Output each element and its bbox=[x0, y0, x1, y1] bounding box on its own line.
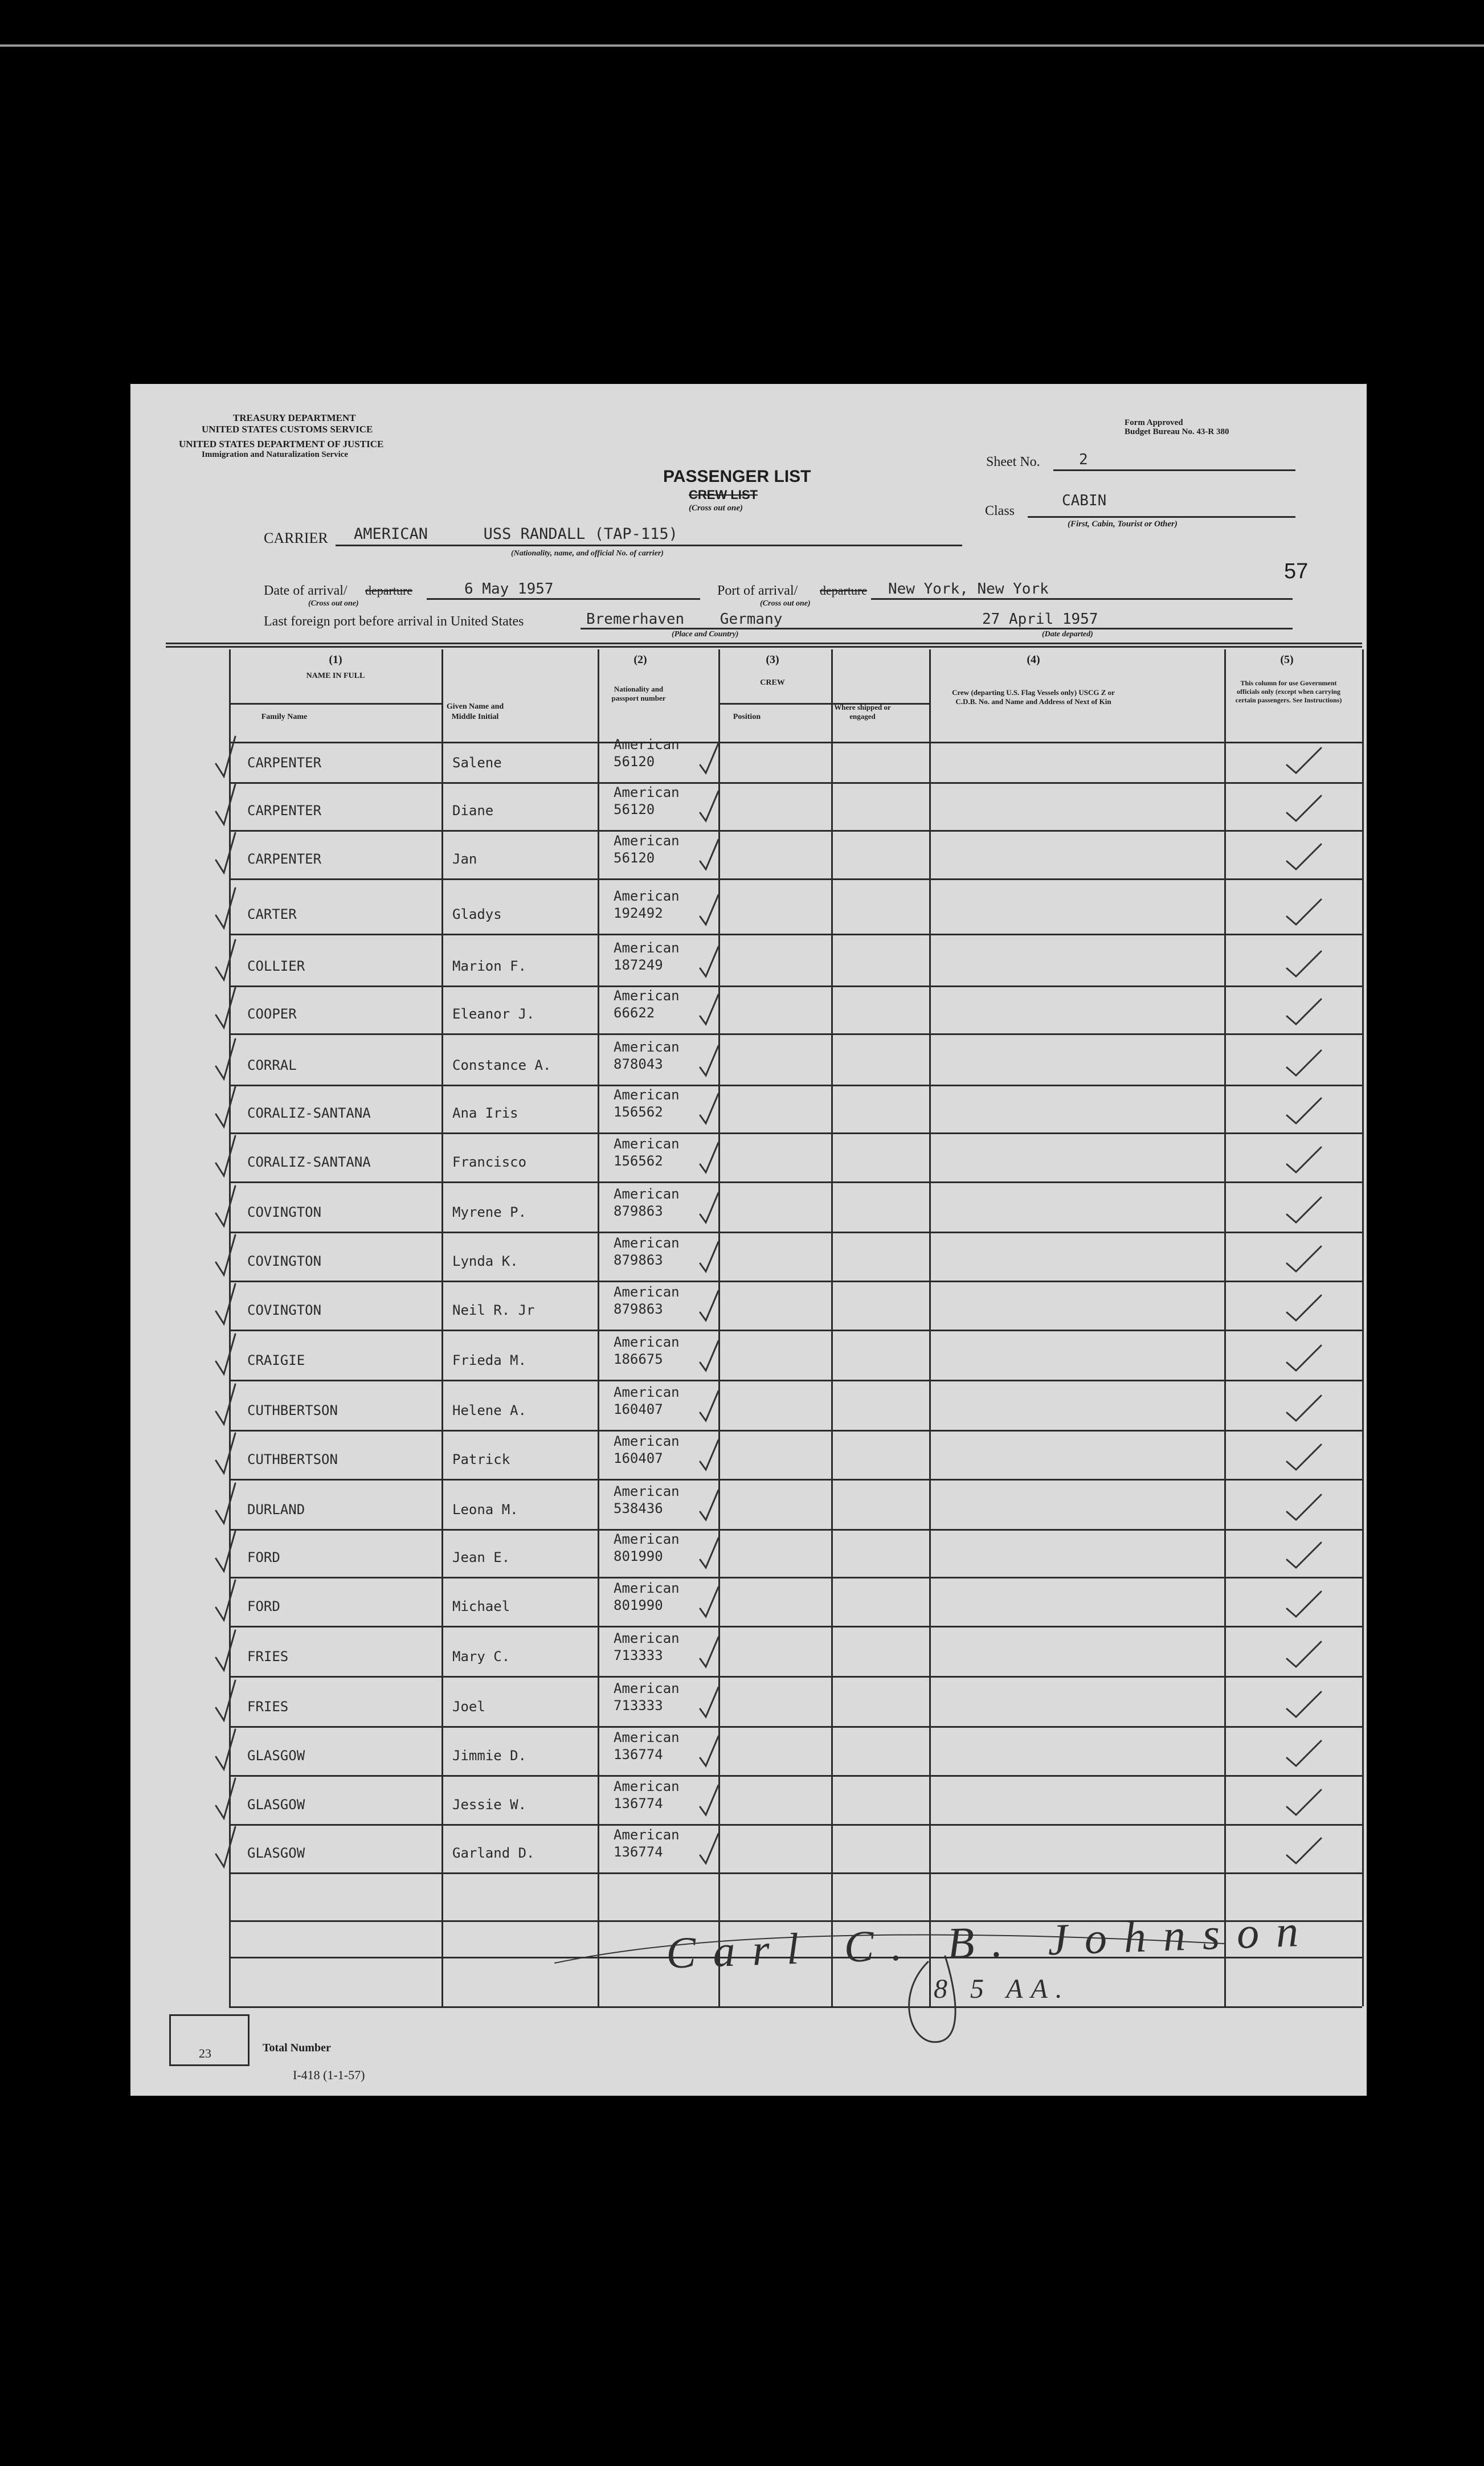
nationality: American bbox=[614, 888, 680, 904]
passport-number: 66622 bbox=[614, 1005, 655, 1021]
given-name: Eleanor J. bbox=[452, 1006, 535, 1022]
family-name: GLASGOW bbox=[247, 1845, 305, 1861]
left-check-mark bbox=[216, 940, 235, 980]
nationality: American bbox=[614, 1433, 680, 1449]
given-name: Gladys bbox=[452, 906, 502, 922]
left-check-mark bbox=[216, 1136, 235, 1176]
left-check-mark bbox=[216, 1186, 235, 1226]
passport-check-mark bbox=[700, 1490, 718, 1520]
given-name: Jean E. bbox=[452, 1549, 510, 1565]
crew-list-struck: CREW LIST bbox=[689, 488, 758, 502]
left-check-mark bbox=[216, 1630, 235, 1670]
family-name: CRAIGIE bbox=[247, 1352, 305, 1368]
col2-title: Nationality and passport number bbox=[611, 685, 666, 703]
left-check-mark bbox=[216, 1483, 235, 1523]
passport-check-mark bbox=[700, 1834, 718, 1863]
col5-check-mark bbox=[1287, 1692, 1321, 1717]
family-name: COOPER bbox=[247, 1006, 297, 1022]
family-name: COLLIER bbox=[247, 958, 305, 974]
dept-customs: UNITED STATES CUSTOMS SERVICE bbox=[202, 424, 373, 435]
col5-check-mark bbox=[1287, 999, 1321, 1024]
date-departed-value: 27 April 1957 bbox=[982, 611, 1098, 628]
carrier-hint: (Nationality, name, and official No. of carrier) bbox=[511, 549, 664, 558]
family-name: FRIES bbox=[247, 1699, 289, 1715]
signature-note: 8 5 AA. bbox=[934, 1974, 1070, 2004]
left-check-mark bbox=[216, 737, 235, 776]
passport-number: 713333 bbox=[614, 1698, 663, 1713]
passport-check-mark bbox=[700, 1046, 718, 1075]
col5-check-mark bbox=[1287, 899, 1321, 925]
nationality: American bbox=[614, 940, 680, 956]
family-name: DURLAND bbox=[247, 1502, 305, 1518]
col5-check-mark bbox=[1287, 1147, 1321, 1172]
handwritten-marks bbox=[130, 384, 1367, 2096]
given-name: Garland D. bbox=[452, 1845, 535, 1861]
total-value: 23 bbox=[199, 2046, 211, 2060]
family-name: GLASGOW bbox=[247, 1797, 305, 1813]
nationality: American bbox=[614, 784, 680, 800]
passport-number: 56120 bbox=[614, 754, 655, 770]
given-name: Marion F. bbox=[452, 958, 527, 974]
passport-number: 192492 bbox=[614, 905, 663, 921]
family-name: CORRAL bbox=[247, 1057, 297, 1073]
given-name: Joel bbox=[452, 1699, 485, 1715]
family-name: CUTHBERTSON bbox=[247, 1451, 338, 1467]
nationality: American bbox=[614, 1827, 680, 1843]
col5-check-mark bbox=[1287, 1050, 1321, 1075]
given-name: Leona M. bbox=[452, 1502, 518, 1518]
nationality: American bbox=[614, 1680, 680, 1696]
given-name: Jan bbox=[452, 851, 477, 867]
family-name: FORD bbox=[247, 1598, 280, 1614]
given-name: Salene bbox=[452, 755, 502, 771]
col4-title: Crew (departing U.S. Flag Vessels only) USCG Z or C.D.B. No. and Name and Address of Next of Kin bbox=[952, 688, 1115, 706]
given-name: Jessie W. bbox=[452, 1797, 527, 1813]
left-check-mark bbox=[216, 1680, 235, 1720]
given-name: Francisco bbox=[452, 1154, 527, 1170]
family-name: FORD bbox=[247, 1549, 280, 1565]
class-hint: (First, Cabin, Tourist or Other) bbox=[1068, 520, 1178, 529]
family-name: COVINGTON bbox=[247, 1302, 322, 1318]
given-name: Helene A. bbox=[452, 1402, 527, 1418]
nationality: American bbox=[614, 1235, 680, 1251]
passport-check-mark bbox=[700, 1242, 718, 1271]
family-name: CORALIZ-SANTANA bbox=[247, 1105, 371, 1121]
given-name: Patrick bbox=[452, 1451, 510, 1467]
given-name: Ana Iris bbox=[452, 1105, 518, 1121]
cross-out-note: (Cross out one) bbox=[689, 504, 743, 513]
port-label: Port of arrival/ bbox=[717, 583, 798, 598]
given-name-header: Given Name and Middle Initial bbox=[446, 702, 504, 721]
port-value: New York, New York bbox=[888, 580, 1049, 598]
left-check-mark bbox=[216, 1334, 235, 1374]
passport-check-mark bbox=[700, 1587, 718, 1617]
col5-check-mark bbox=[1287, 1396, 1321, 1421]
lastport-label: Last foreign port before arrival in United States bbox=[264, 614, 524, 629]
nationality: American bbox=[614, 1778, 680, 1794]
passport-check-mark bbox=[700, 791, 718, 821]
sheet-label: Sheet No. bbox=[986, 455, 1040, 469]
nationality: American bbox=[614, 1384, 680, 1400]
nationality: American bbox=[614, 833, 680, 849]
col5-check-mark bbox=[1287, 1838, 1321, 1863]
given-name: Lynda K. bbox=[452, 1253, 518, 1269]
left-check-mark bbox=[216, 1778, 235, 1818]
left-check-mark bbox=[216, 784, 235, 824]
col5-check-mark bbox=[1287, 1246, 1321, 1271]
given-name: Myrene P. bbox=[452, 1204, 527, 1220]
passport-number: 156562 bbox=[614, 1153, 663, 1169]
passport-number: 879863 bbox=[614, 1203, 663, 1219]
col5-check-mark bbox=[1287, 951, 1321, 976]
given-name: Diane bbox=[452, 803, 494, 819]
dept-immigration: Immigration and Naturalization Service bbox=[202, 450, 349, 459]
nationality: American bbox=[614, 1284, 680, 1300]
passport-check-mark bbox=[700, 1391, 718, 1421]
family-name: CARPENTER bbox=[247, 803, 322, 819]
col1-number: (1) bbox=[329, 653, 342, 666]
passport-number: 160407 bbox=[614, 1450, 663, 1466]
carrier-value: AMERICAN USS RANDALL (TAP-115) bbox=[354, 525, 678, 543]
passport-check-mark bbox=[700, 947, 718, 976]
scan-border-line bbox=[0, 44, 1484, 47]
col5-title: This column for use Government officials only (except when carrying certain passengers. See Instructions) bbox=[1235, 679, 1342, 704]
passport-check-mark bbox=[700, 1538, 718, 1568]
nationality: American bbox=[614, 1630, 680, 1646]
given-name: Constance A. bbox=[452, 1057, 551, 1073]
passport-number: 136774 bbox=[614, 1796, 663, 1811]
col5-check-mark bbox=[1287, 1495, 1321, 1520]
family-name: CORALIZ-SANTANA bbox=[247, 1154, 371, 1170]
passport-check-mark bbox=[700, 895, 718, 925]
given-name: Neil R. Jr bbox=[452, 1302, 535, 1318]
total-label: Total Number bbox=[263, 2042, 331, 2054]
passport-number: 879863 bbox=[614, 1301, 663, 1317]
port-departure-struck: departure bbox=[820, 583, 868, 598]
family-name: FRIES bbox=[247, 1649, 289, 1665]
passport-check-mark bbox=[700, 1440, 718, 1470]
where-shipped-header: Where shipped or engaged bbox=[834, 703, 891, 721]
col5-check-mark bbox=[1287, 1592, 1321, 1617]
form-number: I-418 (1-1-57) bbox=[293, 2068, 365, 2082]
nationality: American bbox=[614, 1483, 680, 1499]
family-name-header: Family Name bbox=[261, 713, 308, 721]
nationality: American bbox=[614, 1186, 680, 1202]
date-departed-hint: (Date departed) bbox=[1042, 630, 1093, 639]
passport-check-mark bbox=[700, 1094, 718, 1123]
col5-check-mark bbox=[1287, 1295, 1321, 1320]
lastport-hint: (Place and Country) bbox=[672, 630, 739, 639]
col5-check-mark bbox=[1287, 796, 1321, 821]
family-name: CARTER bbox=[247, 906, 297, 922]
nationality: American bbox=[614, 1039, 680, 1055]
col5-check-mark bbox=[1287, 1098, 1321, 1123]
col5-check-mark bbox=[1287, 1543, 1321, 1568]
left-check-mark bbox=[216, 888, 235, 928]
passport-check-mark bbox=[700, 1291, 718, 1320]
passport-check-mark bbox=[700, 995, 718, 1024]
passport-check-mark bbox=[700, 1687, 718, 1717]
family-name: CUTHBERTSON bbox=[247, 1402, 338, 1418]
nationality: American bbox=[614, 1334, 680, 1350]
form-approved: Form Approved bbox=[1125, 418, 1183, 427]
nationality: American bbox=[614, 1580, 680, 1596]
passport-number: 878043 bbox=[614, 1056, 663, 1072]
left-check-mark bbox=[216, 1531, 235, 1571]
family-name: CARPENTER bbox=[247, 851, 322, 867]
arrival-date: 6 May 1957 bbox=[464, 580, 554, 598]
passport-number: 713333 bbox=[614, 1647, 663, 1663]
given-name: Jimmie D. bbox=[452, 1748, 527, 1764]
left-check-mark bbox=[216, 1087, 235, 1127]
class-value: CABIN bbox=[1062, 492, 1107, 509]
passport-number: 801990 bbox=[614, 1597, 663, 1613]
left-check-mark bbox=[216, 1433, 235, 1473]
form-title: PASSENGER LIST bbox=[663, 467, 811, 486]
passport-number: 187249 bbox=[614, 957, 663, 973]
passport-number: 136774 bbox=[614, 1747, 663, 1762]
left-check-mark bbox=[216, 833, 235, 873]
left-check-mark bbox=[216, 1580, 235, 1620]
left-check-mark bbox=[216, 1235, 235, 1275]
nationality: American bbox=[614, 1136, 680, 1152]
passport-check-mark bbox=[700, 743, 718, 773]
departure-struck: departure bbox=[365, 583, 413, 598]
nationality: American bbox=[614, 737, 680, 753]
passport-check-mark bbox=[700, 1637, 718, 1667]
lastport-value: Bremerhaven Germany bbox=[586, 611, 783, 628]
dept-justice: UNITED STATES DEPARTMENT OF JUSTICE bbox=[179, 439, 384, 449]
col5-check-mark bbox=[1287, 1197, 1321, 1222]
col5-check-mark bbox=[1287, 748, 1321, 773]
class-label: Class bbox=[985, 504, 1015, 518]
passport-number: 879863 bbox=[614, 1252, 663, 1268]
col5-check-mark bbox=[1287, 1642, 1321, 1667]
col3-number: (3) bbox=[766, 653, 779, 666]
passport-number: 160407 bbox=[614, 1401, 663, 1417]
passenger-list-form bbox=[130, 384, 1367, 2096]
passport-check-mark bbox=[700, 1736, 718, 1766]
given-name: Michael bbox=[452, 1598, 510, 1614]
port-cross-out: (Cross out one) bbox=[760, 599, 811, 608]
dept-treasury: TREASURY DEPARTMENT bbox=[233, 412, 356, 423]
col5-check-mark bbox=[1287, 1741, 1321, 1766]
col4-number: (4) bbox=[1027, 653, 1040, 666]
passport-number: 136774 bbox=[614, 1844, 663, 1860]
family-name: COVINGTON bbox=[247, 1253, 322, 1269]
col5-check-mark bbox=[1287, 1790, 1321, 1815]
left-check-mark bbox=[216, 1039, 235, 1079]
left-check-mark bbox=[216, 1729, 235, 1769]
given-name: Mary C. bbox=[452, 1649, 510, 1665]
nationality: American bbox=[614, 1087, 680, 1103]
arrival-label: Date of arrival/ bbox=[264, 583, 348, 598]
passport-check-mark bbox=[700, 1193, 718, 1222]
family-name: COVINGTON bbox=[247, 1204, 322, 1220]
position-header: Position bbox=[733, 713, 761, 721]
passport-number: 801990 bbox=[614, 1548, 663, 1564]
family-name: GLASGOW bbox=[247, 1748, 305, 1764]
given-name: Frieda M. bbox=[452, 1352, 527, 1368]
nationality: American bbox=[614, 988, 680, 1004]
left-check-mark bbox=[216, 988, 235, 1028]
nationality: American bbox=[614, 1729, 680, 1745]
left-check-mark bbox=[216, 1827, 235, 1867]
col3-title: CREW bbox=[760, 678, 785, 687]
col5-check-mark bbox=[1287, 1346, 1321, 1371]
passport-check-mark bbox=[700, 840, 718, 869]
passport-check-mark bbox=[700, 1143, 718, 1172]
passport-number: 538436 bbox=[614, 1500, 663, 1516]
passport-number: 186675 bbox=[614, 1351, 663, 1367]
passport-check-mark bbox=[700, 1785, 718, 1815]
family-name: CARPENTER bbox=[247, 755, 322, 771]
sheet-number: 2 bbox=[1079, 451, 1088, 468]
carrier-label: CARRIER bbox=[264, 530, 328, 546]
arrival-cross-out: (Cross out one) bbox=[308, 599, 359, 608]
nationality: American bbox=[614, 1531, 680, 1547]
left-check-mark bbox=[216, 1384, 235, 1424]
col5-check-mark bbox=[1287, 1445, 1321, 1470]
passport-number: 56120 bbox=[614, 801, 655, 817]
col1-title: NAME IN FULL bbox=[306, 672, 365, 680]
col5-number: (5) bbox=[1280, 653, 1294, 666]
budget-bureau: Budget Bureau No. 43-R 380 bbox=[1125, 427, 1229, 436]
col5-check-mark bbox=[1287, 844, 1321, 869]
col2-number: (2) bbox=[633, 653, 647, 666]
passport-check-mark bbox=[700, 1341, 718, 1371]
signature: Carl C. B. Johnson bbox=[665, 1905, 1317, 1978]
passport-number: 56120 bbox=[614, 850, 655, 866]
left-check-mark bbox=[216, 1284, 235, 1324]
passport-number: 156562 bbox=[614, 1104, 663, 1120]
stamp-number: 57 bbox=[1284, 559, 1309, 583]
